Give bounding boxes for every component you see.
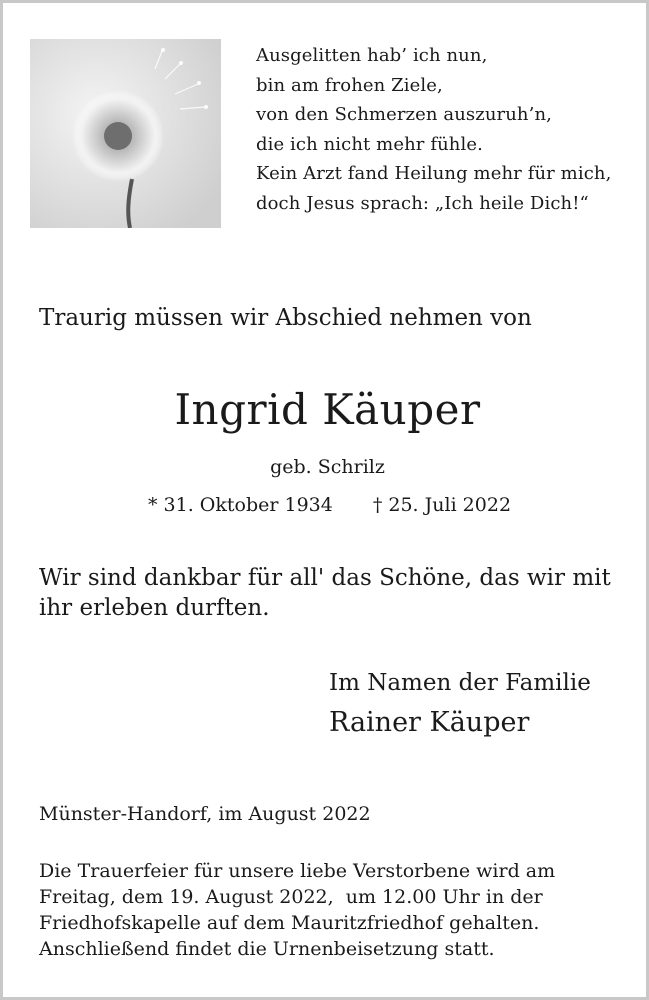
poem-line: bin am frohen Ziele, bbox=[256, 74, 443, 96]
family-line: Im Namen der Familie bbox=[329, 670, 591, 696]
poem-line: Ausgelitten hab’ ich nun, bbox=[256, 45, 488, 66]
funeral-line: Die Trauerfeier für unsere liebe Verstorbene wird am bbox=[39, 860, 556, 882]
funeral-info bbox=[39, 858, 619, 962]
place-date: Münster-Handorf, im August 2022 bbox=[39, 803, 371, 825]
funeral-line: Friedhofskapelle auf dem Mauritzfriedhof gehalten. bbox=[39, 912, 540, 934]
poem-line: Kein Arzt fand Heilung mehr für mich, bbox=[256, 163, 612, 184]
poem-line: die ich nicht mehr fühle. bbox=[256, 133, 483, 155]
funeral-line: Anschließend findet die Urnenbeisetzung statt. bbox=[39, 938, 495, 960]
death-date: † 25. Juli 2022 bbox=[372, 494, 512, 516]
life-dates bbox=[148, 494, 511, 516]
deceased-name: Ingrid Käuper bbox=[174, 385, 481, 434]
signer-name: Rainer Käuper bbox=[329, 707, 530, 738]
thanks-text bbox=[39, 563, 624, 623]
funeral-line: Freitag, dem 19. August 2022, um 12.00 Uhr in der bbox=[39, 886, 543, 908]
birth-date: * 31. Oktober 1934 bbox=[148, 494, 333, 516]
poem-line: von den Schmerzen auszuruh’n, bbox=[256, 104, 552, 125]
intro-text: Traurig müssen wir Abschied nehmen von bbox=[39, 305, 532, 331]
thanks-line: ihr erleben durften. bbox=[39, 595, 270, 621]
thanks-line: Wir sind dankbar für all' das Schöne, das wir mit bbox=[39, 565, 611, 591]
dandelion-photo bbox=[30, 39, 221, 228]
birth-name: geb. Schrilz bbox=[270, 456, 385, 478]
dandelion-icon bbox=[30, 39, 221, 228]
poem-line: doch Jesus sprach: „Ich heile Dich!“ bbox=[256, 192, 589, 214]
poem bbox=[256, 41, 611, 218]
